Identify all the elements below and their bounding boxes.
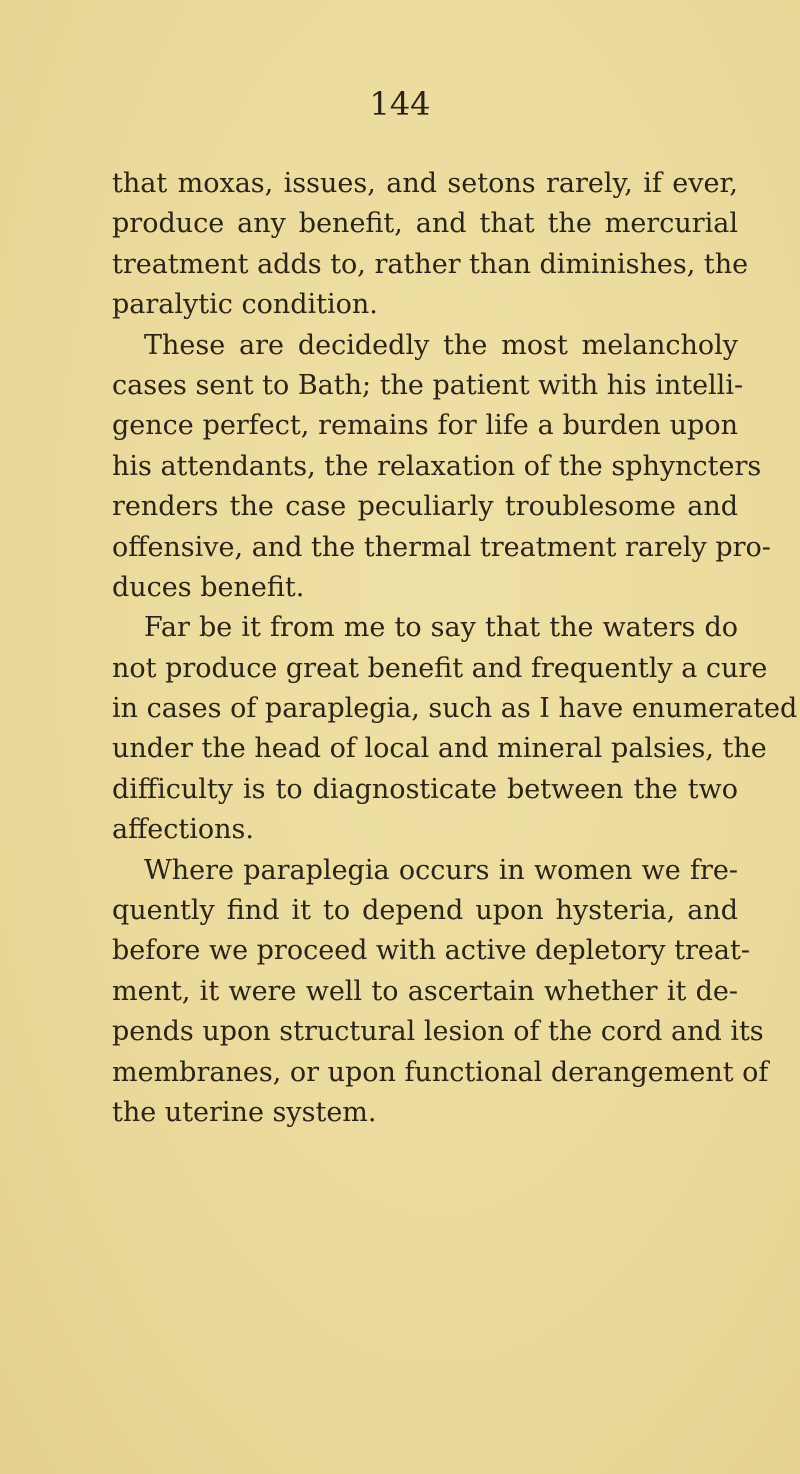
paragraph-3-line: under the head of local and mineral palsies, the: [112, 733, 767, 765]
paragraph-1-line: paralytic condition.: [112, 289, 378, 321]
paragraph-4-line: before we proceed with active depletory treat-: [112, 935, 750, 967]
page-number: 144: [369, 85, 431, 123]
paragraph-4-line: Where paraplegia occurs in women we fre-: [144, 854, 738, 886]
paragraph-2-line: gence perfect, remains for life a burden upon: [112, 410, 738, 442]
paragraph-3-line: in cases of paraplegia, such as I have enumerated: [112, 693, 798, 725]
paragraph-3-line: not produce great benefit and frequently a cure: [112, 652, 768, 684]
paragraph-4-line: ment, it were well to ascertain whether it de-: [112, 975, 738, 1007]
paragraph-2-line: renders the case peculiarly troublesome and: [112, 491, 738, 523]
paragraph-4-line: pends upon structural lesion of the cord and its: [112, 1016, 764, 1048]
paragraph-3-line: Far be it from me to say that the waters do: [144, 612, 738, 644]
paragraph-1-line: treatment adds to, rather than diminishes, the: [112, 248, 749, 280]
paragraph-1-line: that moxas, issues, and setons rarely, if ever,: [112, 168, 738, 199]
paragraph-2-line: his attendants, the relaxation of the sphyncters: [112, 450, 762, 482]
paragraph-1-line: produce any benefit, and that the mercurial: [112, 208, 738, 240]
paragraph-3-line: difficulty is to diagnosticate between the two: [112, 773, 738, 805]
paragraph-2-line: offensive, and the thermal treatment rarely pro-: [112, 531, 771, 563]
paragraph-4-line: membranes, or upon functional derangement of: [112, 1056, 769, 1088]
paragraph-4-line: the uterine system.: [112, 1096, 377, 1128]
paragraph-2-line: duces benefit.: [112, 571, 305, 603]
paragraph-3-line: affections.: [112, 814, 254, 846]
body-text: [112, 164, 798, 1133]
paragraph-4-line: quently find it to depend upon hysteria, and: [112, 895, 738, 927]
paragraph-2-line: These are decidedly the most melancholy: [144, 329, 738, 361]
paragraph-2-line: cases sent to Bath; the patient with his intelli-: [112, 369, 744, 401]
